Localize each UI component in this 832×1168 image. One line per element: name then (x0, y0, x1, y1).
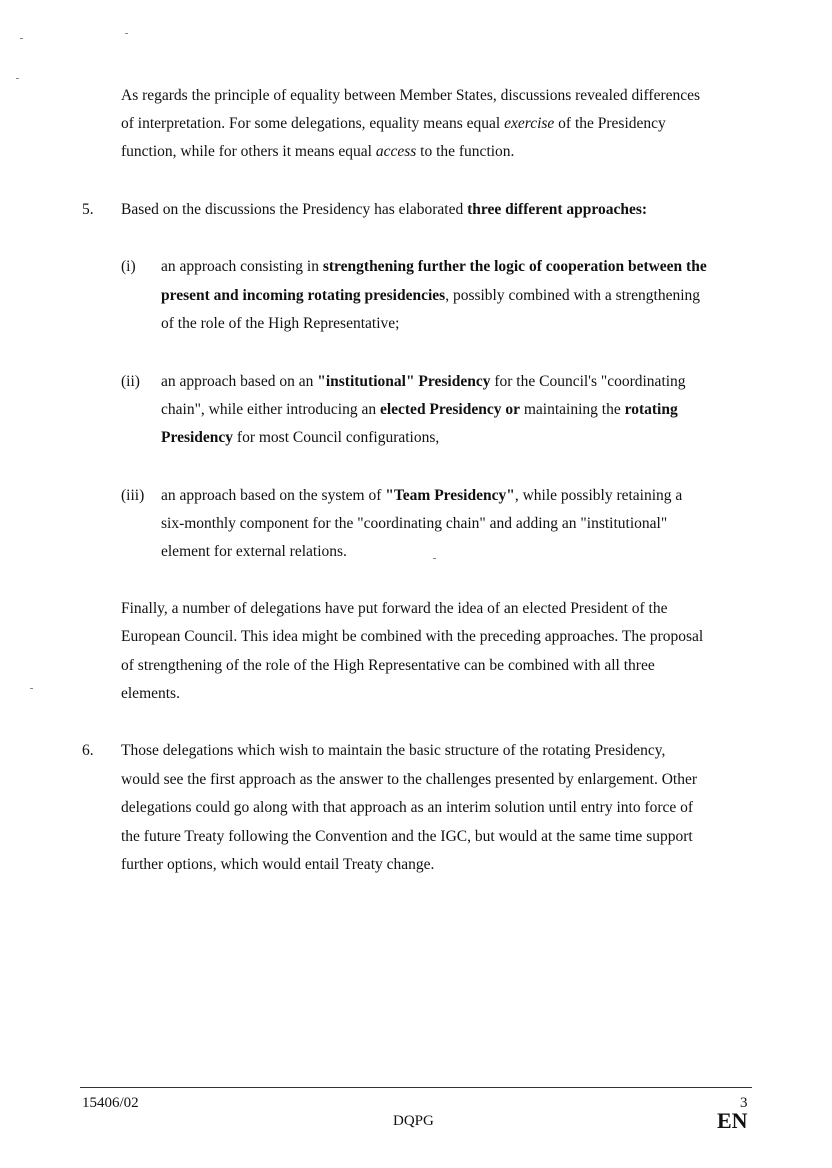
item-6-line-3: delegations could go along with that approach as an interim solution until entry into force of (121, 799, 694, 816)
intro-line-2 (121, 114, 666, 134)
text: of the Presidency (554, 115, 666, 132)
text: Based on the discussions the Presidency has elaborated (121, 201, 468, 218)
sub-item-label: (ii) (121, 373, 140, 390)
sub-iii-line-3: element for external relations. (161, 543, 347, 560)
bold-text: strengthening further the logic of cooperation between the (322, 258, 707, 275)
item-6-line-5: further options, which would entail Treaty change. (121, 856, 435, 873)
intro-line-3 (121, 142, 514, 162)
item-6-line-1: Those delegations which wish to maintain the basic structure of the rotating Presidency, (121, 742, 666, 759)
finally-line-2: European Council. This idea might be combined with the preceding approaches. The proposal (121, 628, 704, 645)
emphasis-text: exercise (504, 115, 555, 132)
scan-speck (16, 78, 19, 79)
scan-speck (433, 558, 436, 559)
scan-speck (20, 38, 23, 39)
bold-text: "Team Presidency" (385, 487, 515, 504)
finally-line-4: elements. (121, 685, 180, 702)
text: , while possibly retaining a (514, 487, 683, 504)
item-number: 6. (82, 742, 94, 759)
text: for most Council configurations, (233, 429, 440, 446)
sub-item-label: (iii) (121, 487, 145, 504)
text: maintaining the (519, 401, 625, 418)
bold-text: three different approaches: (467, 201, 648, 218)
scan-speck (125, 33, 128, 34)
page-number: 3 (740, 1095, 748, 1111)
sub-ii-line-2 (161, 400, 678, 420)
emphasis-text: access (375, 143, 417, 160)
department-code: DQPG (393, 1113, 434, 1129)
language-code: EN (717, 1108, 748, 1133)
text: chain", while either introducing an (161, 401, 380, 418)
sub-item-label: (i) (121, 258, 136, 275)
text: an approach based on an (161, 373, 318, 390)
text: of interpretation. For some delegations, equality means equal (121, 115, 505, 132)
footer-divider (80, 1087, 752, 1088)
text: As regards the principle of equality between Member States, discussions revealed differences (121, 87, 701, 104)
finally-line-1: Finally, a number of delegations have put forward the idea of an elected President of the (121, 600, 668, 617)
item-number: 5. (82, 201, 94, 218)
bold-text: "institutional" Presidency (317, 373, 491, 390)
text: function, while for others it means equal (121, 143, 376, 160)
text: for the Council's "coordinating (490, 373, 686, 390)
sub-iii-line-2: six-monthly component for the "coordinating chain" and adding an "institutional" (161, 515, 668, 532)
item-5-text (121, 200, 647, 220)
sub-iii-line-1 (161, 486, 682, 506)
text: to the function. (416, 143, 515, 160)
bold-text: elected Presidency or (379, 401, 520, 418)
item-6-line-4: the future Treaty following the Convention and the IGC, but would at the same time support (121, 828, 693, 845)
finally-line-3: of strengthening of the role of the High Representative can be combined with all three (121, 657, 655, 674)
document-number: 15406/02 (82, 1095, 139, 1111)
bold-text: rotating (624, 401, 678, 418)
text: an approach based on the system of (161, 487, 386, 504)
text: , possibly combined with a strengthening (445, 287, 701, 304)
sub-ii-line-1 (161, 372, 686, 392)
sub-i-line-3: of the role of the High Representative; (161, 315, 400, 332)
item-6-line-2: would see the first approach as the answer to the challenges presented by enlargement. Other (121, 771, 698, 788)
scan-speck (30, 688, 33, 689)
sub-ii-line-3 (161, 428, 439, 448)
text: an approach consisting in (161, 258, 323, 275)
intro-line-1 (121, 86, 700, 106)
sub-i-line-2 (161, 286, 700, 306)
bold-text: present and incoming rotating presidencies (161, 287, 446, 304)
sub-i-line-1 (161, 257, 707, 277)
bold-text: Presidency (161, 429, 234, 446)
